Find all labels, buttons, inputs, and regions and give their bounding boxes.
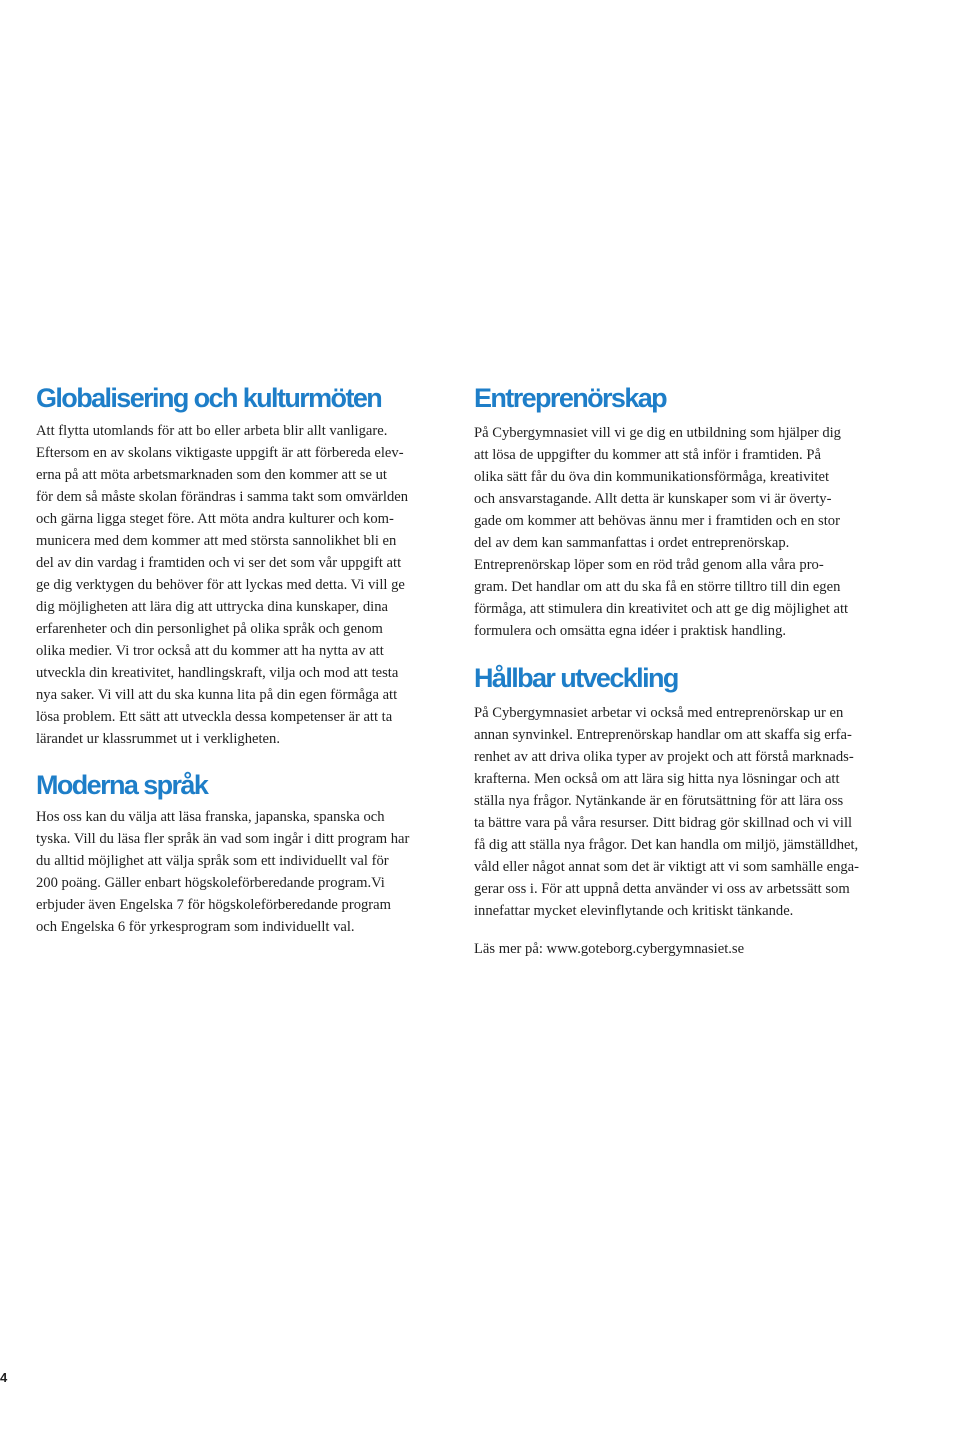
- text-line: och gärna ligga steget före. Att möta andra kulturer och kom-: [36, 511, 394, 527]
- text-line: lärandet ur klassrummet ut i verkligheten.: [36, 731, 280, 747]
- read-more-link[interactable]: [474, 938, 866, 960]
- text-line: renhet av att driva olika typer av projekt och att förstå marknads-: [474, 749, 854, 765]
- text-line: gade om kommer att behövas ännu mer i framtiden och en stor: [474, 513, 840, 529]
- text-line: nya saker. Vi vill att du ska kunna lita på din egen förmåga att: [36, 687, 398, 703]
- text-line: förmåga, att stimulera din kreativitet och att ge dig möjlighet att: [474, 601, 849, 617]
- text-line: dig möjligheten att lära dig att uttrycka dina kunskaper, dina: [36, 599, 388, 615]
- paragraph-moderna-sprak: [36, 806, 428, 938]
- text-line: Att flytta utomlands för att bo eller arbeta blir allt vanligare.: [36, 423, 388, 439]
- text-line: erbjuder även Engelska 7 för högskoleförberedande program: [36, 897, 391, 913]
- text-line: olika medier. Vi tror också att du kommer att ha nytta av att: [36, 643, 384, 659]
- text-line: tyska. Vill du läsa fler språk än vad som ingår i ditt program har: [36, 831, 410, 847]
- text-line: På Cybergymnasiet vill vi ge dig en utbildning som hjälper dig: [474, 425, 841, 441]
- text-line: innefattar mycket elevinflytande och kritiskt tänkande.: [474, 903, 794, 919]
- text-line: erfarenheter och din personlighet på olika språk och genom: [36, 621, 383, 637]
- text-line: ställa nya frågor. Nytänkande är en förutsättning för att lära oss: [474, 793, 844, 809]
- paragraph-globalisering: [36, 420, 428, 750]
- text-line: erna på att möta arbetsmarknaden som den kommer att se ut: [36, 467, 387, 483]
- text-line: och Engelska 6 för yrkesprogram som individuellt val.: [36, 919, 355, 935]
- text-line: annan synvinkel. Entreprenörskap handlar om att skaffa sig erfa-: [474, 727, 852, 743]
- text-line: municera med dem kommer att med största sannolikhet bli en: [36, 533, 397, 549]
- text-line: gerar oss i. För att uppnå detta använder vi oss av arbetssätt som: [474, 881, 850, 897]
- text-line: utveckla din kreativitet, handlingskraft, vilja och mod att testa: [36, 665, 399, 681]
- text-line: du alltid möjlighet att välja språk som ett individuellt val för: [36, 853, 389, 869]
- text-line: våld eller något annat som det är viktigt att vi som samhälle enga-: [474, 859, 860, 875]
- text-line: få dig att ställa nya frågor. Det kan handla om miljö, jämställdhet,: [474, 837, 859, 853]
- heading-hallbar-utveckling: Hållbar utveckling: [474, 663, 678, 693]
- text-line: Eftersom en av skolans viktigaste uppgift är att förbereda elev-: [36, 445, 404, 461]
- text-line: formulera och omsätta egna idéer i praktisk handling.: [474, 623, 787, 639]
- text-line: del av din vardag i framtiden och vi ser det som vår uppgift att: [36, 555, 402, 571]
- text-line: lösa problem. Ett sätt att utveckla dessa kompetenser är att ta: [36, 709, 393, 725]
- text-line: ta bättre vara på våra resurser. Ditt bidrag gör skillnad och vi vill: [474, 815, 853, 831]
- page-number: 4: [0, 1370, 8, 1385]
- heading-moderna-sprak: Moderna språk: [36, 770, 208, 800]
- heading-globalisering: Globalisering och kulturmöten: [36, 383, 382, 413]
- text-line: 200 poäng. Gäller enbart högskoleförberedande program.Vi: [36, 875, 385, 891]
- read-more-text: Läs mer på: www.goteborg.cybergymnasiet.se: [474, 941, 745, 957]
- text-line: Entreprenörskap löper som en röd tråd genom alla våra pro-: [474, 557, 824, 573]
- text-line: gram. Det handlar om att du ska få en större tilltro till din egen: [474, 579, 841, 595]
- heading-entreprenorskap: Entreprenörskap: [474, 383, 667, 413]
- text-line: del av dem kan sammanfattas i ordet entreprenörskap.: [474, 535, 790, 551]
- paragraph-entreprenorskap: [474, 422, 866, 642]
- text-line: På Cybergymnasiet arbetar vi också med entreprenörskap ur en: [474, 705, 844, 721]
- text-line: och ansvarstagande. Allt detta är kunskaper som vi är överty-: [474, 491, 832, 507]
- text-line: krafterna. Men också om att lära sig hitta nya lösningar och att: [474, 771, 840, 787]
- text-line: att lösa de uppgifter du kommer att stå inför i framtiden. På: [474, 447, 821, 463]
- text-line: Hos oss kan du välja att läsa franska, japanska, spanska och: [36, 809, 385, 825]
- text-line: för dem så måste skolan förändras i samma takt som omvärlden: [36, 489, 409, 505]
- paragraph-hallbar-utveckling: [474, 702, 866, 922]
- text-line: ge dig verktygen du behöver för att lyckas med detta. Vi vill ge: [36, 577, 405, 593]
- text-line: olika sätt får du öva din kommunikationsförmåga, kreativitet: [474, 469, 830, 485]
